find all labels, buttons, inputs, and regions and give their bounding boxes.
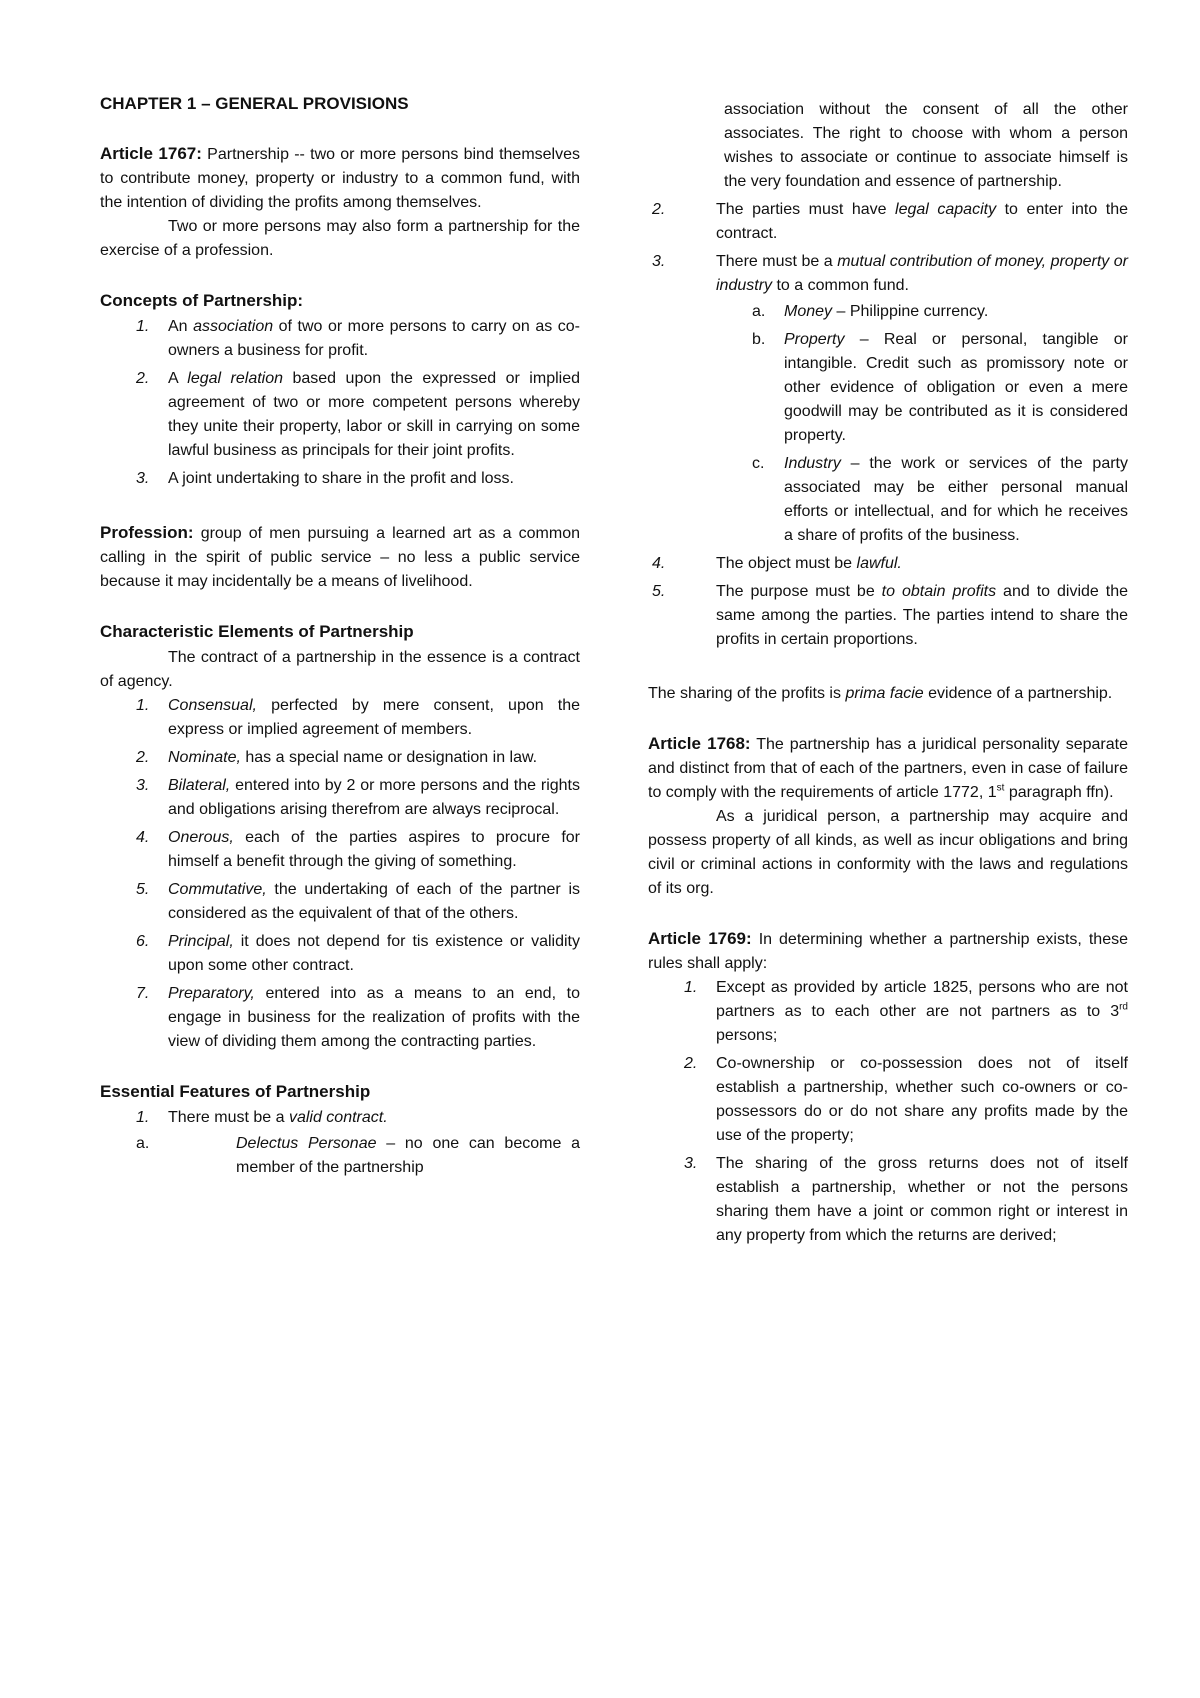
essential-sublist <box>136 1132 581 1180</box>
list-item: 1. Consensual, perfected by mere consent, upon the express or implied agreement of members. <box>136 697 580 738</box>
essential-list-part1 <box>100 1106 580 1180</box>
profession-definition: Profession: group of men pursuing a learned art as a common calling in the spirit of public service – no less a public service because it may incidentally be a means of livelihood. <box>100 523 580 590</box>
article-1769-rules <box>648 976 1128 1248</box>
list-item: a. Money – Philippine currency. <box>752 303 989 320</box>
contribution-sublist <box>716 300 1128 548</box>
left-column <box>100 92 580 1184</box>
list-item: 4. Onerous, each of the parties aspires to procure for himself a benefit through the giving of something. <box>136 829 580 870</box>
list-item: 5. The purpose must be to obtain profits and to divide the same among the parties. The parties intend to share the profits in certain proportions. <box>652 583 1128 648</box>
characteristic-heading: Characteristic Elements of Partnership <box>100 622 414 641</box>
list-item: a. Delectus Personae – no one can become a member of the partnership <box>136 1135 581 1176</box>
delectus-continuation: association without the consent of all the other associates. The right to choose with whom a person wishes to associate or continue to associate himself is the very foundation and essence of partnership. <box>724 101 1128 190</box>
list-item: 3. The sharing of the gross returns does not of itself establish a partnership, whether or not the persons sharing them have a joint or common right or interest in any property from which the returns are derived; <box>684 1155 1128 1244</box>
list-item: 1. Except as provided by article 1825, persons who are not partners as to each other are not partners as to 3rd persons; <box>684 979 1128 1044</box>
characteristic-intro: The contract of a partnership in the essence is a contract of agency. <box>100 649 580 690</box>
article-1767-text: Partnership -- two or more persons bind themselves to contribute money, property or industry to a common fund, with the intention of dividing the profits among themselves. <box>100 146 581 211</box>
characteristic-list <box>100 694 580 1054</box>
list-item: 3. Bilateral, entered into by 2 or more persons and the rights and obligations arising therefrom are always reciprocal. <box>136 777 580 818</box>
article-1769-label: Article 1769: <box>648 929 752 948</box>
list-item: 4. The object must be lawful. <box>652 555 902 572</box>
profession-label: Profession: <box>100 523 194 542</box>
list-item: c. Industry – the work or services of the party associated may be either personal manual efforts or intellectual, and for which he receives a share of profits of the business. <box>752 455 1128 544</box>
essential-heading: Essential Features of Partnership <box>100 1082 371 1101</box>
chapter-title: CHAPTER 1 – GENERAL PROVISIONS <box>100 94 409 113</box>
list-item: 2. Nominate, has a special name or designation in law. <box>136 749 538 766</box>
list-item: 1. An association of two or more persons to carry on as co-owners a business for profit. <box>136 318 580 359</box>
article-1768-para2: As a juridical person, a partnership may acquire and possess property of all kinds, as well as incur obligations and bring civil or criminal actions in conformity with the laws and regulations of its org. <box>648 808 1128 897</box>
article-1767-para2: Two or more persons may also form a partnership for the exercise of a profession. <box>100 218 580 259</box>
prima-facie-statement: The sharing of the profits is prima facie evidence of a partnership. <box>648 685 1113 702</box>
list-item: 1. There must be a valid contract. a. Delectus Personae – no one can become a member of the partnership <box>100 1106 580 1180</box>
list-item: b. Property – Real or personal, tangible or intangible. Credit such as promissory note or other evidence of obligation or even a mere goodwill may be contributed as it is considered property. <box>752 331 1128 444</box>
article-1768-label: Article 1768: <box>648 734 751 753</box>
concepts-list <box>100 315 580 491</box>
article-1767-label: Article 1767: <box>100 144 202 163</box>
list-item: 2. A legal relation based upon the expressed or implied agreement of two or more competent persons whereby they unite their property, labor or skill in carrying on some lawful business as principals for their joint profits. <box>136 370 580 459</box>
list-item: 2. Co-ownership or co-possession does not of itself establish a partnership, whether such co-owners or co-possessors do or do not share any profits made by the use of the property; <box>684 1055 1128 1144</box>
list-item: 6. Principal, it does not depend for tis existence or validity upon some other contract. <box>136 933 580 974</box>
right-column <box>648 98 1128 1252</box>
list-item: 2. The parties must have legal capacity to enter into the contract. <box>652 201 1129 242</box>
concepts-heading: Concepts of Partnership: <box>100 291 304 310</box>
article-1769: Article 1769: In determining whether a partnership exists, these rules shall apply: <box>648 929 1128 972</box>
list-item: 7. Preparatory, entered into as a means to an end, to engage in business for the realization of profits with the view of dividing them among the contracting parties. <box>136 985 580 1050</box>
article-1768: Article 1768: The partnership has a juridical personality separate and distinct from that of each of the partners, even in case of failure to comply with the requirements of article 1772, 1st paragraph ffn). <box>648 734 1128 801</box>
essential-list-part2 <box>648 198 1128 652</box>
list-item: 3. A joint undertaking to share in the profit and loss. <box>136 470 514 487</box>
list-item: 3. There must be a mutual contribution of money, property or industry to a common fund. a. Money – Philippine currency. b. Property – Real or personal, tangible or intangible. Credit such as promissory note or other evidence of obligation or even a mere goodwill may be contributed as it is considered property. c. Industry – the work or services of the party associated may be either personal manual efforts or intellectual, and for which he receives a share of profits of the business. <box>648 250 1128 548</box>
article-1767 <box>100 142 580 215</box>
list-item: 5. Commutative, the undertaking of each of the partner is considered as the equivalent of that of the others. <box>136 881 580 922</box>
